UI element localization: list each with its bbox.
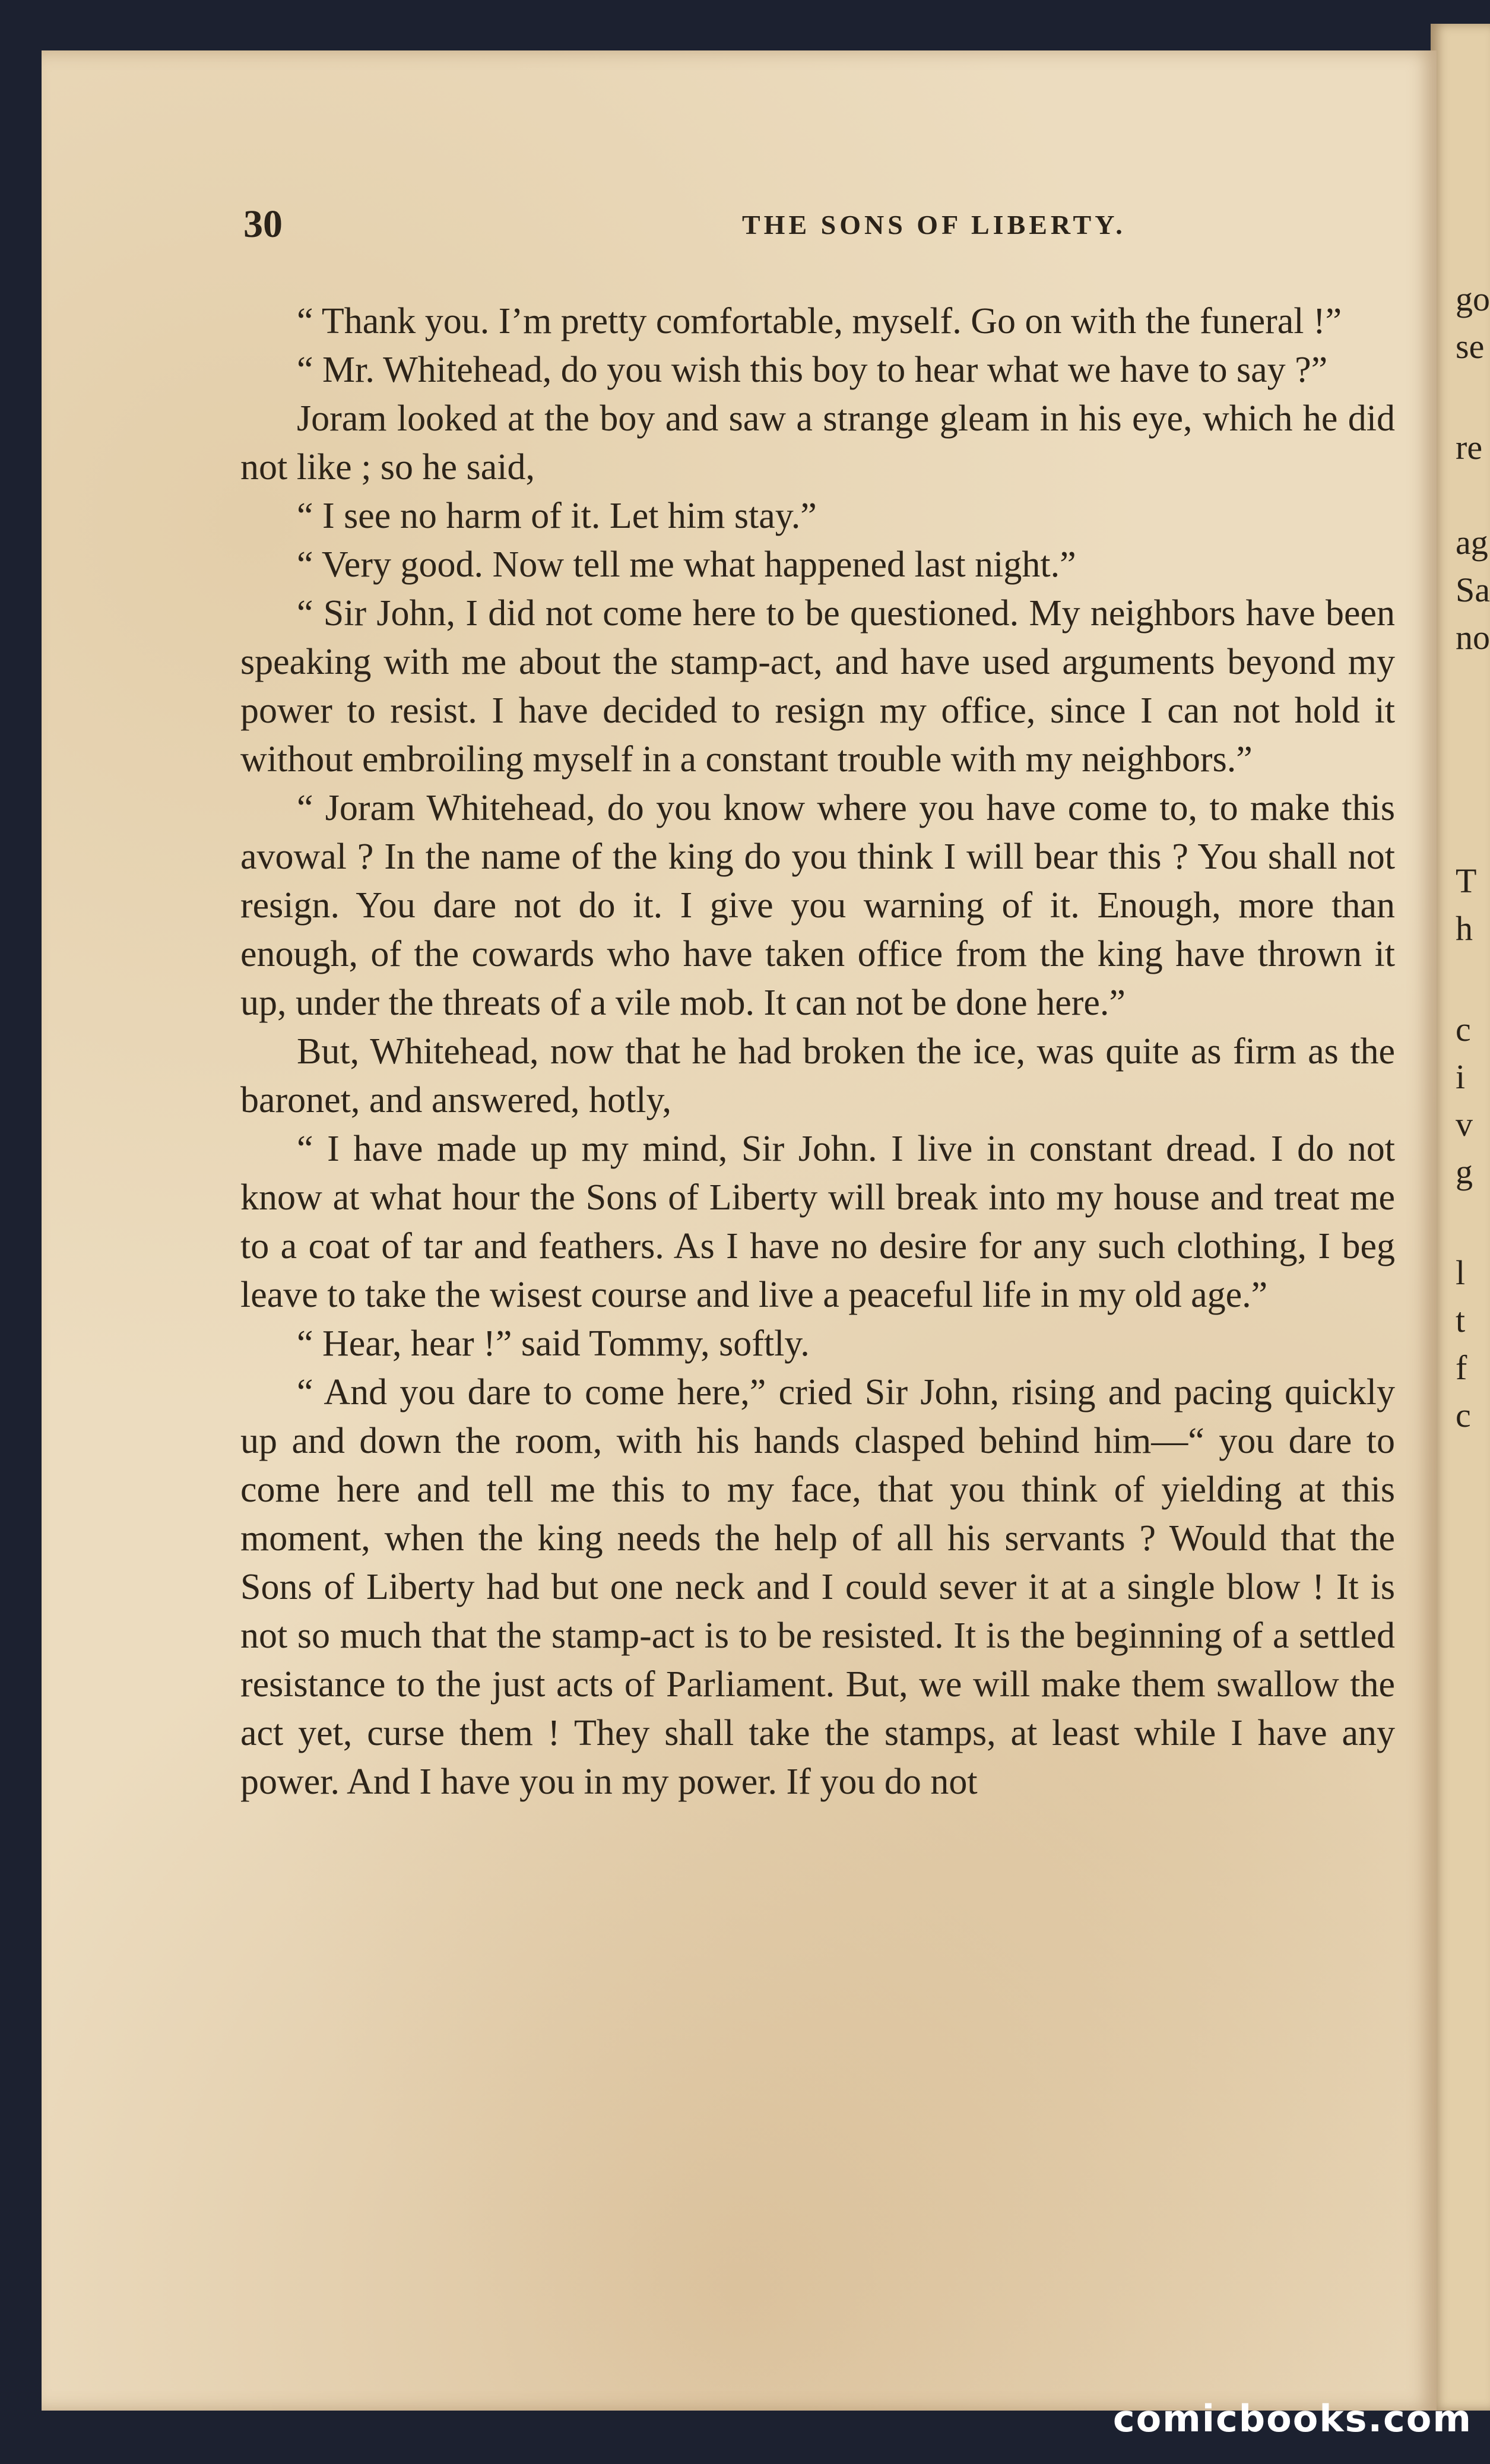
adjacent-fragment: g bbox=[1456, 1152, 1473, 1191]
paragraph: “ Thank you. I’m pretty comfortable, myself. Go on with the funeral !” bbox=[297, 301, 1342, 341]
paragraph: “ Very good. Now tell me what happened last night.” bbox=[297, 544, 1076, 585]
adjacent-fragment: c bbox=[1456, 1010, 1471, 1049]
adjacent-fragment: re bbox=[1456, 428, 1483, 467]
paragraph: “ I see no harm of it. Let him stay.” bbox=[297, 496, 817, 536]
paragraph: “ I have made up my mind, Sir John. I live in constant dread. I do not know at what hour the Sons of Liberty will break into my house and treat me to a coat of tar and feathers. As I have no desire for any such clothing, I beg leave to take the wisest course and live a peaceful life in my old age.” bbox=[240, 1129, 1395, 1315]
paragraph: Joram looked at the boy and saw a strange gleam in his eye, which he did not like ; so he said, bbox=[240, 398, 1395, 487]
adjacent-page-edge bbox=[1431, 24, 1490, 2411]
adjacent-fragment: ag bbox=[1456, 523, 1488, 562]
watermark: comicbooks.com bbox=[1112, 2397, 1472, 2440]
running-head: THE SONS OF LIBERTY. bbox=[742, 210, 1126, 240]
adjacent-fragment: i bbox=[1456, 1057, 1466, 1096]
adjacent-fragment: l bbox=[1456, 1253, 1466, 1292]
paragraph: “ And you dare to come here,” cried Sir John, rising and pacing quickly up and down the room, with his hands clasped behind him—“ you dare to come here and tell me this to my face, that you think of yielding at this moment, when the king needs the help of all his servants ? Would that the Sons of Liberty had but one neck and I could sever it at a single blow ! It is not so much that the stamp-act is to be resisted. It is the beginning of a settled resistance to the just acts of Parliament. But, we will make them swallow the act yet, curse them ! They shall take the stamps, at least while I have any power. And I have you in my power. If you do not bbox=[240, 1372, 1395, 1802]
paragraph: “ Hear, hear !” said Tommy, softly. bbox=[297, 1323, 810, 1364]
adjacent-fragment: h bbox=[1456, 909, 1473, 948]
adjacent-fragment: no bbox=[1456, 618, 1490, 657]
paragraph: But, Whitehead, now that he had broken the ice, was quite as firm as the baronet, and answered, hotly, bbox=[240, 1031, 1395, 1120]
adjacent-fragment: v bbox=[1456, 1105, 1473, 1144]
adjacent-fragment: go bbox=[1456, 280, 1490, 318]
adjacent-fragment: c bbox=[1456, 1396, 1471, 1434]
adjacent-fragment: Sa bbox=[1456, 571, 1490, 609]
page-number: 30 bbox=[243, 202, 283, 246]
paragraph: “ Sir John, I did not come here to be questioned. My neighbors have been speaking with me about the stamp-act, and have used arguments beyond my power to resist. I have decided to resign my office, since I can not hold it without embroiling myself in a constant trouble with my neighbors.” bbox=[240, 593, 1395, 780]
paragraph: “ Joram Whitehead, do you know where you have come to, to make this avowal ? In the name of the king do you think I will bear this ? You shall not resign. You dare not do it. I give you warning of it. Enough, more than enough, of the cowards who have taken office from the king have thrown it up, under the threats of a vile mob. It can not be done here.” bbox=[240, 788, 1395, 1023]
adjacent-fragment: t bbox=[1456, 1301, 1466, 1339]
page-header bbox=[196, 202, 1401, 249]
body-text bbox=[240, 297, 1395, 1806]
adjacent-fragment: se bbox=[1456, 327, 1485, 366]
adjacent-fragment: f bbox=[1456, 1348, 1467, 1387]
adjacent-fragment: T bbox=[1456, 862, 1477, 900]
paragraph: “ Mr. Whitehead, do you wish this boy to hear what we have to say ?” bbox=[297, 350, 1328, 390]
